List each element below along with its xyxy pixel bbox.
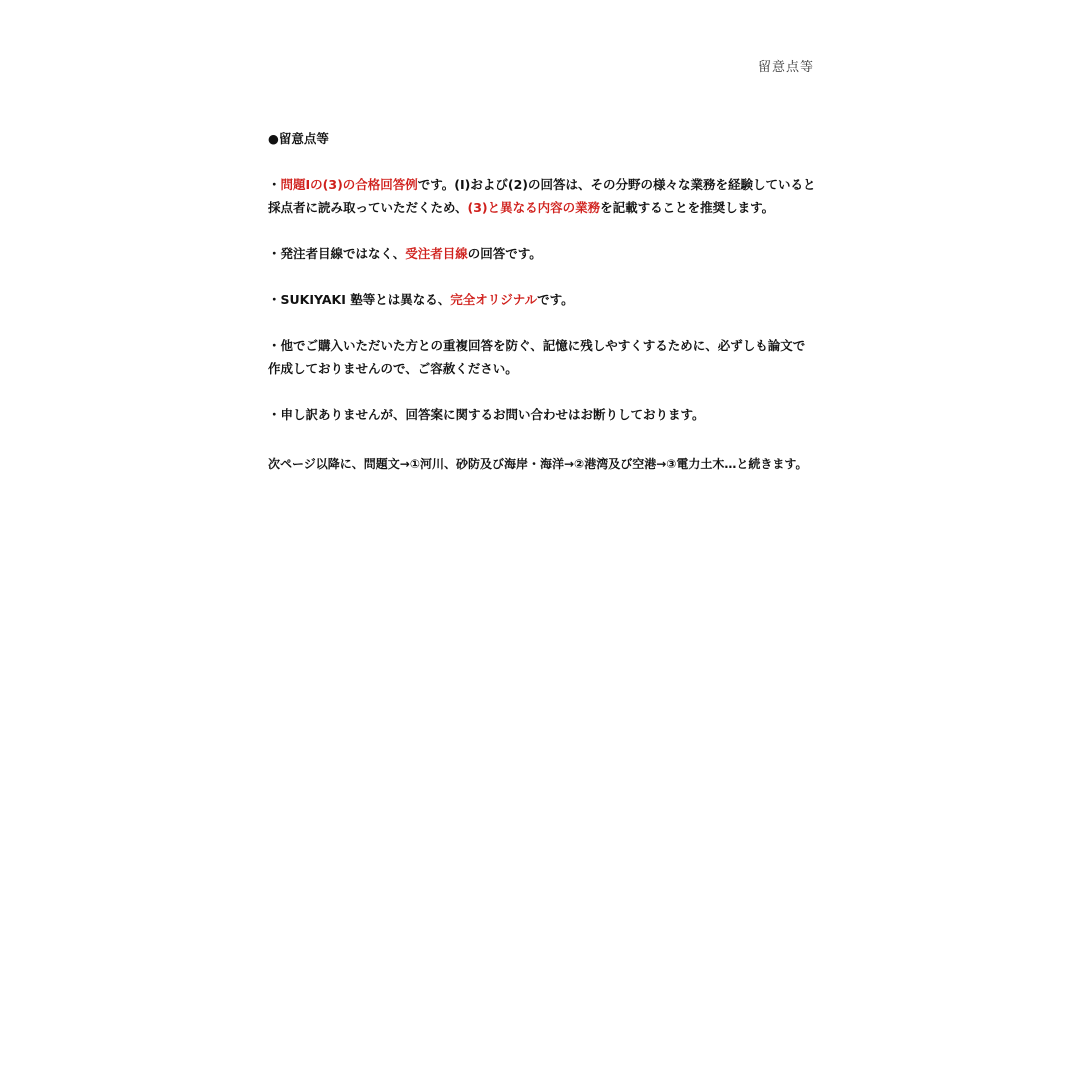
note-text: です。 <box>537 292 574 307</box>
highlight-different-work: (3)と異なる内容の業務 <box>467 200 601 215</box>
note-text: の回答です。 <box>467 246 542 261</box>
note-bullet: ・ <box>268 177 281 192</box>
note-text: を記載することを推奨します。 <box>600 200 775 215</box>
document-body <box>268 127 816 479</box>
page-header-title: 留意点等 <box>757 60 814 75</box>
section-heading: ●留意点等 <box>268 131 329 146</box>
note-text: です。(Ⅰ)および(2)の回答は、その分野の様々な業務を経験していると採点者に読み取っていただくため、 <box>268 177 816 215</box>
highlight-passing-answer: 問題Ⅰの(3)の合格回答例 <box>280 177 418 192</box>
note-passing-answer <box>268 173 816 219</box>
highlight-contractor-view: 受注者目線 <box>405 246 468 261</box>
note-text: ・SUKIYAKI 塾等とは異なる、 <box>268 292 451 307</box>
note-no-inquiries: ・申し訳ありませんが、回答案に関するお問い合わせはお断りしております。 <box>268 407 705 422</box>
note-original <box>268 288 816 311</box>
highlight-original: 完全オリジナル <box>450 292 538 307</box>
note-duplicate-prevention: ・他でご購入いただいた方との重複回答を防ぐ、記憶に残しやすくするために、必ずしも論文で作成しておりませんので、ご容赦ください。 <box>268 338 806 376</box>
note-contractor-view <box>268 242 816 265</box>
next-page-note: 次ページ以降に、問題文→①河川、砂防及び海岸・海洋→②港湾及び空港→③電力土木…と続きます。 <box>268 457 808 471</box>
note-text: ・発注者目線ではなく、 <box>268 246 406 261</box>
